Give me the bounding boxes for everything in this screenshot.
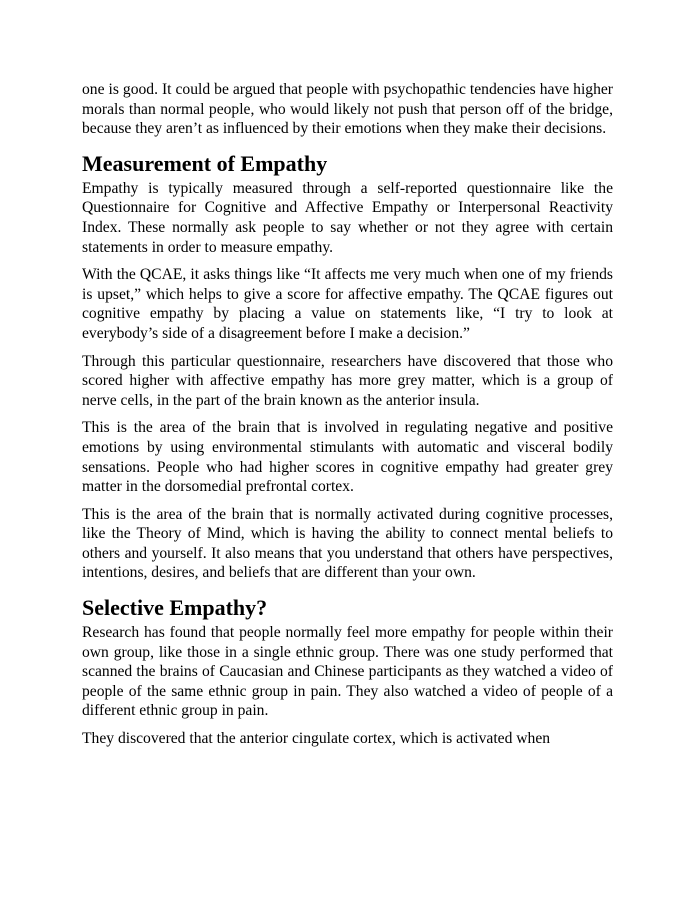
intro-paragraph: one is good. It could be argued that people with psychopathic tendencies have higher morals than normal people, who would likely not push that person off of the bridge, because they aren’t as influenced by their emotions when they make their decisions. [82,81,613,138]
measurement-paragraph-3: Through this particular questionnaire, researchers have discovered that those who scored higher with affective empathy has more grey matter, which is a group of nerve cells, in the part of the brain known as the anterior insula. [82,352,613,409]
measurement-paragraph-1: Empathy is typically measured through a self-reported questionnaire like the Questionnaire for Cognitive and Affective Empathy or Interpersonal Reactivity Index. These normally ask people to say whether or not they agree with certain statements in order to measure empathy. [82,179,613,256]
measurement-paragraph-4: This is the area of the brain that is involved in regulating negative and positive emotions by using environmental stimulants with automatic and visceral bodily sensations. People who had higher scores in cognitive empathy had greater grey matter in the dorsomedial prefrontal cortex. [82,419,613,496]
selective-paragraph-2: They discovered that the anterior cingulate cortex, which is activated when [82,730,551,748]
measurement-paragraph-2: With the QCAE, it asks things like “It affects me very much when one of my friends is upset,” which helps to give a score for affective empathy. The QCAE figures out cognitive empathy by placing a value on statements like, “I try to look at everybody’s side of a disagreement before I make a decision.” [82,266,613,342]
measurement-paragraph-5: This is the area of the brain that is normally activated during cognitive processes, like the Theory of Mind, which is having the ability to connect mental beliefs to others and yourself. It also means that you understand that others have perspectives, intentions, desires, and beliefs that are different than your own. [82,505,613,582]
measurement-heading: Measurement of Empathy [82,150,328,176]
selective-paragraph-1: Research has found that people normally feel more empathy for people within their own group, like those in a single ethnic group. There was one study performed that scanned the brains of Caucasian and Chinese participants as they watched a video of people of the same ethnic group in pain. They also watched a video of people of a different ethnic group in pain. [82,624,613,720]
document-page [82,80,613,757]
selective-heading: Selective Empathy? [82,595,268,621]
